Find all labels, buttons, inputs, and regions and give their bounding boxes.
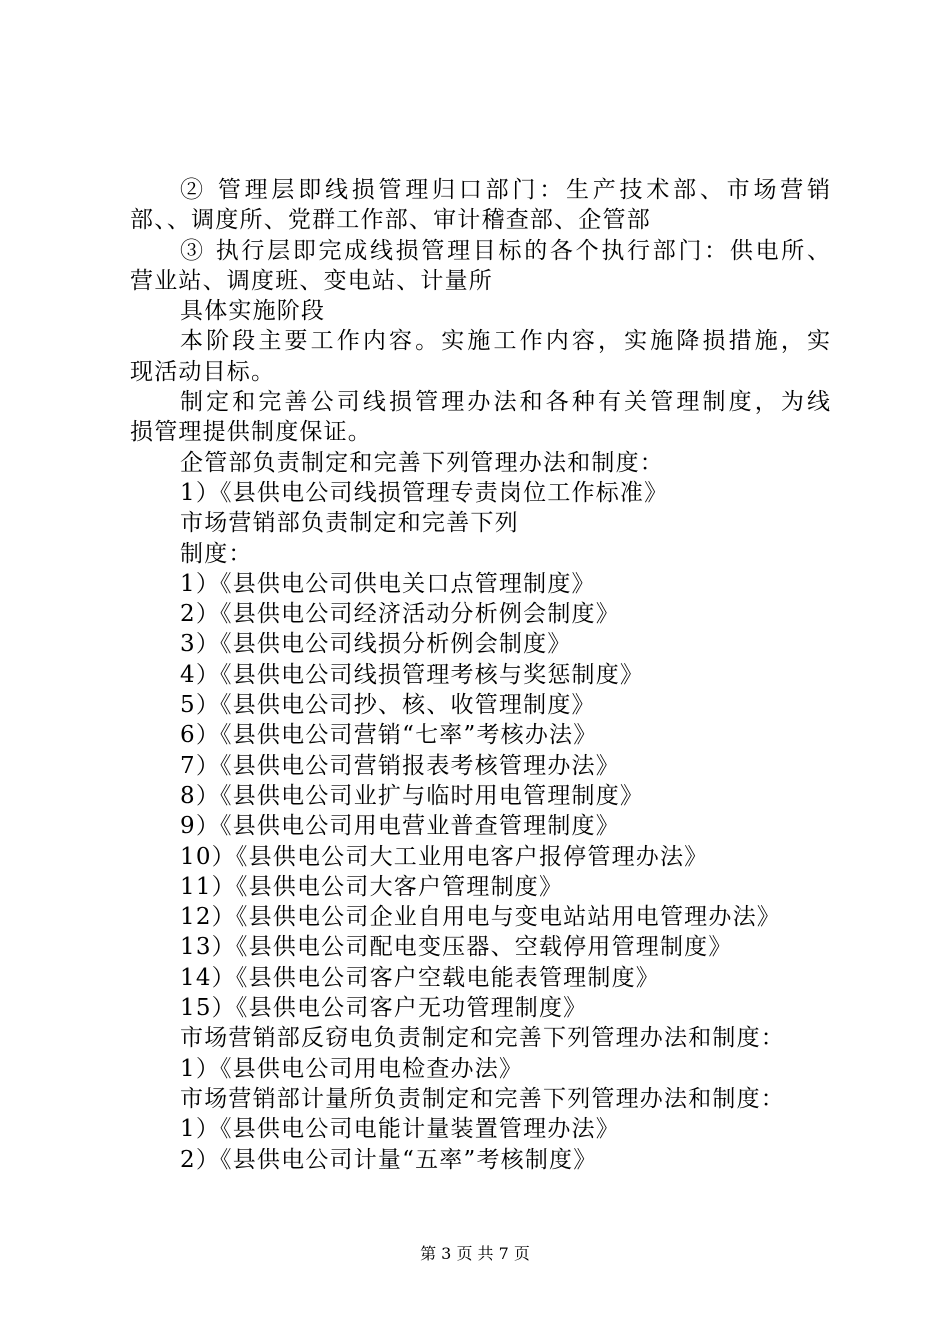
- list-item: 14）《县供电公司客户空载电能表管理制度》: [180, 964, 660, 991]
- paragraph-line: 市场营销部负责制定和完善下列: [180, 510, 519, 537]
- list-item: 12）《县供电公司企业自用电与变电站站用电管理办法》: [180, 904, 781, 931]
- paragraph-line: ② 管理层即线损管理归口部门：生产技术部、市场营销: [180, 177, 830, 203]
- paragraph-line: 制定和完善公司线损管理办法和各种有关管理制度，为线: [180, 389, 830, 416]
- list-item: 9）《县供电公司用电营业普查管理制度》: [180, 813, 620, 840]
- paragraph-line: 制度：: [180, 540, 253, 567]
- list-item: 4）《县供电公司线损管理考核与奖惩制度》: [180, 661, 645, 688]
- list-item: 1）《县供电公司线损管理专责岗位工作标准》: [180, 479, 669, 506]
- paragraph-line: 损管理提供制度保证。: [130, 419, 372, 446]
- page-number-footer: 第 3 页 共 7 页: [420, 1244, 530, 1263]
- list-item: 11）《县供电公司大客户管理制度》: [180, 873, 564, 900]
- document-body: [130, 175, 830, 1175]
- paragraph-line: 现活动目标。: [130, 358, 276, 385]
- list-item: 1）《县供电公司供电关口点管理制度》: [180, 570, 596, 597]
- list-item: 1）《县供电公司电能计量装置管理办法》: [180, 1116, 620, 1143]
- paragraph-line: 营业站、调度班、变电站、计量所: [130, 267, 493, 294]
- list-item: 8）《县供电公司业扩与临时用电管理制度》: [180, 782, 645, 809]
- list-item: 13）《县供电公司配电变压器、空载停用管理制度》: [180, 934, 733, 961]
- list-item: 1）《县供电公司用电检查办法》: [180, 1055, 524, 1082]
- list-item: 2）《县供电公司计量“五率”考核制度》: [180, 1146, 598, 1173]
- list-item: 3）《县供电公司线损分析例会制度》: [180, 631, 572, 658]
- list-item: 6）《县供电公司营销“七率”考核办法》: [180, 722, 598, 749]
- paragraph-line: 本阶段主要工作内容。实施工作内容，实施降损措施，实: [180, 328, 830, 355]
- paragraph-line: 企管部负责制定和完善下列管理办法和制度：: [180, 449, 664, 476]
- paragraph-line: ③ 执行层即完成线损管理目标的各个执行部门：供电所、: [180, 237, 830, 264]
- list-item: 7）《县供电公司营销报表考核管理办法》: [180, 752, 620, 779]
- list-item: 2）《县供电公司经济活动分析例会制度》: [180, 601, 620, 628]
- section-heading: 具体实施阶段: [180, 298, 326, 325]
- list-item: 10）《县供电公司大工业用电客户报停管理办法》: [180, 843, 709, 870]
- paragraph-line: 部、、调度所、党群工作部、审计稽查部、企管部: [130, 207, 651, 234]
- list-item: 5）《县供电公司抄、核、收管理制度》: [180, 692, 596, 719]
- list-item: 15）《县供电公司客户无功管理制度》: [180, 995, 588, 1022]
- paragraph-line: 市场营销部反窃电负责制定和完善下列管理办法和制度：: [180, 1025, 785, 1052]
- paragraph-line: 市场营销部计量所负责制定和完善下列管理办法和制度：: [180, 1085, 785, 1112]
